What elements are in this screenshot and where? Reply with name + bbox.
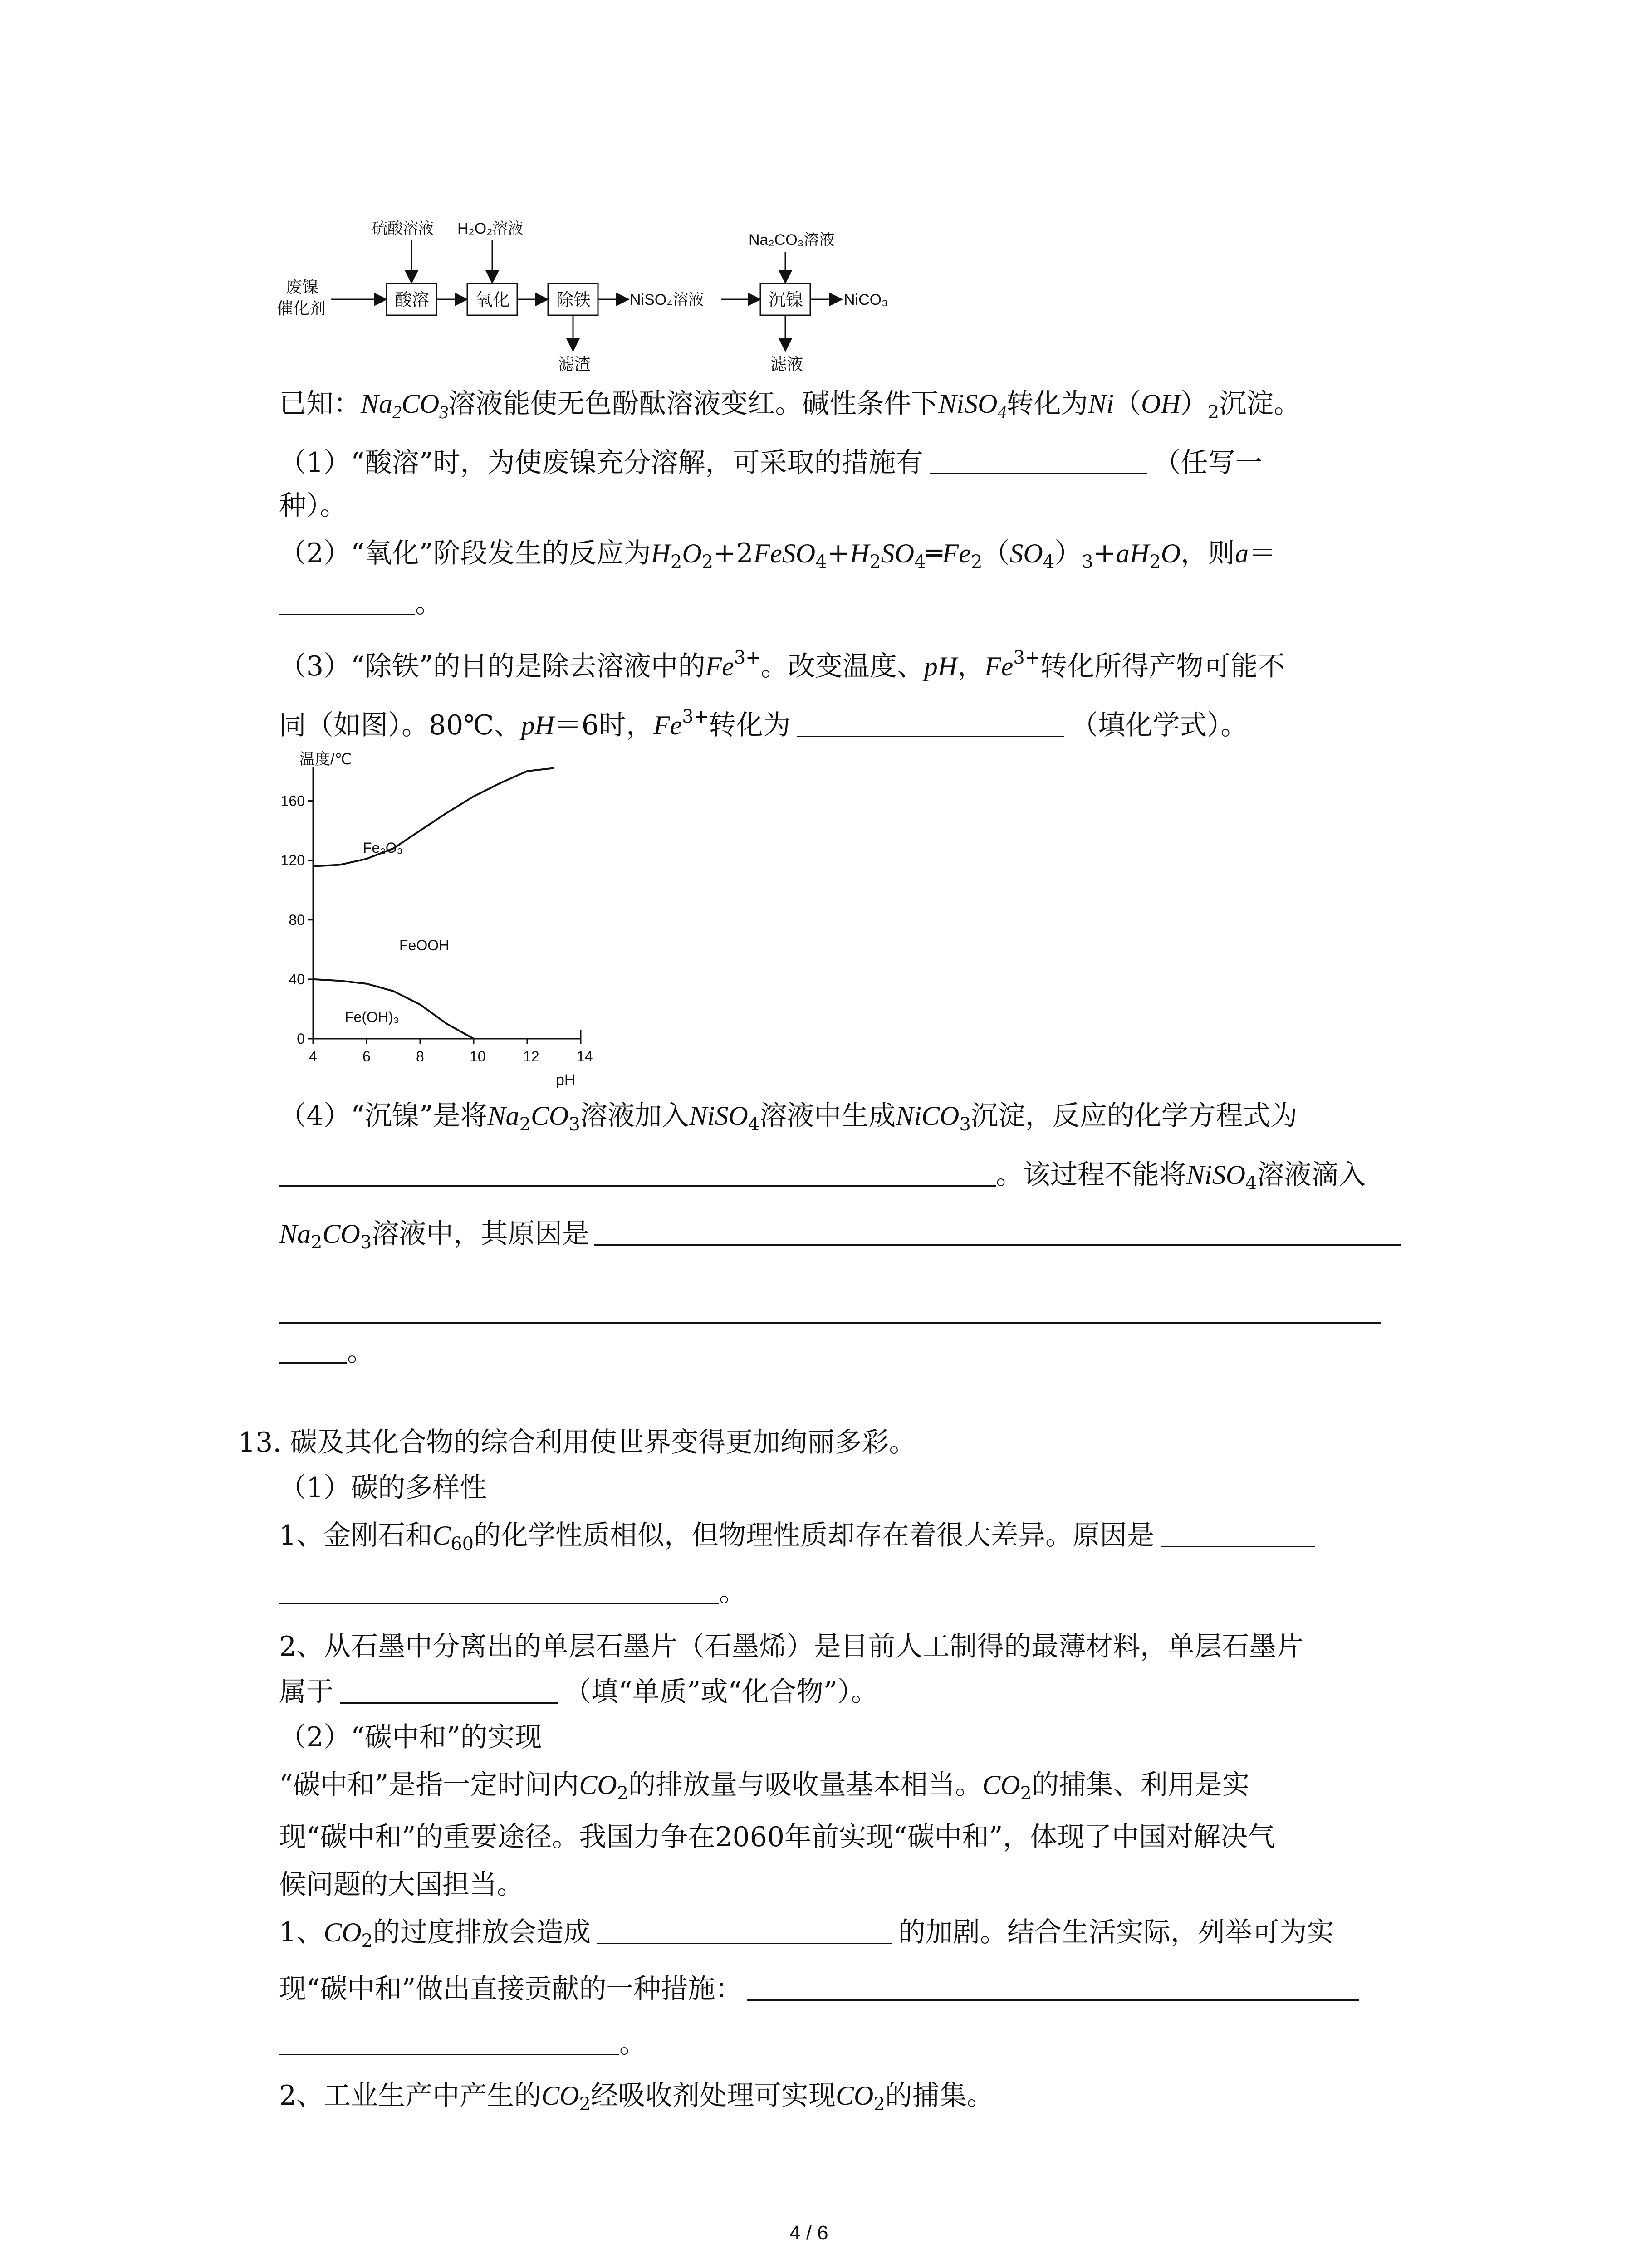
formula-part: 2 [1207,402,1220,423]
eq-part: + [1093,538,1116,569]
eq-part: （ [982,538,1010,569]
question-3-text: 转化所得产物可能不 [1040,650,1285,682]
formula-part: 2 [361,1931,373,1951]
q13-text: 属于 [279,1676,333,1708]
question-13-section-2 [279,1721,542,1753]
flow-box-remove-iron-label: 除铁 [556,291,591,310]
formula-part: Na [487,1101,519,1131]
question-1-line2 [279,490,347,522]
x-tick-label: 4 [309,1048,317,1065]
q13-text: 的加剧。结合生活实际，列举可为实 [898,1916,1334,1948]
y-tick-label: 160 [280,792,305,809]
q13-text: “碳中和”是指一定时间内 [279,1769,579,1801]
formula-part: CO [531,1101,569,1131]
answer-blank-q13-1-2[interactable] [340,1680,558,1704]
eq-part: H [651,538,671,568]
known-text: 溶液能使无色酚酞溶液变红。碱性条件下 [448,388,939,420]
formula-part: 3 [959,1114,971,1135]
question-3-text: ， [957,650,985,682]
formula-part: 2 [579,2094,591,2115]
flow-product: NiCO₃ [844,291,888,308]
question-13-1-1-line2 [279,1576,746,1608]
answer-blank-q4-equation[interactable] [279,1163,996,1187]
q13-text: 的化学性质相似，但物理性质却存在着很大差异。原因是 [474,1520,1155,1551]
y-tick-label: 80 [289,911,305,928]
question-4-text: 沉淀，反应的化学方程式为 [970,1100,1298,1132]
eq-part: 2 [701,552,714,572]
formula-part: NiCO [896,1101,960,1131]
q13-text: （填“单质”或“化合物”）。 [564,1676,878,1708]
x-tick-label: 10 [470,1048,486,1065]
q13-text: 现“碳中和”做出直接贡献的一种措施： [279,1973,743,2005]
question-2 [279,540,1276,571]
question-13-title [238,1429,916,1456]
formula-part: CO [323,1917,362,1947]
question-13-2-1-line2 [279,1975,1359,2003]
question-1-tail: （任写一 [1153,447,1263,479]
question-2-text: ，则 [1181,538,1235,569]
question-13-2-1 [279,1916,1334,1951]
eq-part: 4 [1043,552,1055,572]
y-tick-label: 40 [289,971,305,987]
question-4 [279,1102,1298,1134]
region-label-feooh: FeOOH [399,937,450,953]
section-1-heading: （1）碳的多样性 [279,1472,487,1504]
eq-part: +2 [713,538,754,569]
formula-part: （ [1114,388,1141,420]
eq-part: ） [1054,538,1082,569]
eq-part: 4 [914,552,926,572]
formula-part: CO [836,2081,874,2111]
formula-part: 3 [439,402,449,422]
question-3-text: 。改变温度、 [760,650,924,682]
answer-blank-q4-reason-3[interactable] [279,1339,347,1364]
formula-part: CO [402,389,440,419]
formula-part: 2 [617,1783,629,1804]
phase-boundary-line-1 [313,768,554,866]
eq-part: 2 [970,552,983,572]
eq-part: O [682,538,702,568]
known-text: 转化为 [1006,388,1088,420]
q13-end: 。 [719,1576,746,1608]
section-2-heading: （2）“碳中和”的实现 [279,1721,542,1753]
answer-blank-q4-reason[interactable] [594,1222,1401,1246]
flow-reagent-2: H₂O₂溶液 [457,220,524,237]
flow-start-line2: 催化剂 [277,299,326,318]
ion-charge: 3+ [682,706,709,727]
formula-part: 2 [392,402,402,422]
q13-text: 的过度排放会造成 [373,1916,591,1948]
eq-part: 3 [1082,552,1093,572]
formula-part: 4 [748,1114,760,1135]
question-1 [279,447,1263,479]
formula-part: 4 [1245,1173,1257,1194]
ion-charge: 3+ [1013,647,1040,668]
question-13-2-2 [279,2082,994,2113]
q13-text: 2、工业生产中产生的 [279,2080,542,2112]
answer-blank-q13-2-1b[interactable] [747,1977,1359,2001]
ion-fe: Fe [985,651,1014,681]
question-13-title-text: 13. 碳及其化合物的综合利用使世界变得更加绚丽多彩。 [238,1427,916,1458]
flow-box-oxidize-label: 氧化 [475,291,510,310]
formula-part: Na [361,389,393,419]
y-tick-label: 120 [280,852,305,869]
formula-part: CO [322,1219,360,1249]
formula-part: OH [1141,389,1181,419]
formula-part: ） [1180,388,1208,420]
ion-fe: Fe [705,651,734,681]
x-tick-label: 6 [362,1048,371,1065]
question-4-line2 [279,1161,1366,1193]
known-conditions [279,390,1301,421]
formula-part: 2 [519,1114,531,1135]
question-4-text: 。该过程不能将 [996,1159,1186,1191]
region-label-feoh3: Fe(OH)₃ [345,1009,399,1025]
chart-y-label: 温度/℃ [299,751,352,768]
question-3-text: 转化为 [709,709,791,741]
eq-part: aH [1116,538,1150,568]
eq-part: ═ [926,538,942,569]
q13-text: 经吸收剂处理可实现 [591,2080,836,2112]
formula-part: 4 [997,402,1007,422]
eq-part: SO [881,538,915,568]
eq-part: SO [1009,538,1043,568]
answer-blank-q13-1-1[interactable] [1161,1523,1315,1547]
eq-part: H [849,538,870,568]
question-3 [279,649,1285,680]
answer-blank-q13-2-1c[interactable] [279,2031,619,2055]
variable-a: a [1235,538,1249,568]
answer-blank-q3[interactable] [797,713,1064,737]
x-tick-label: 12 [523,1048,539,1065]
y-tick-label: 0 [297,1031,305,1047]
question-1-text: （1）“酸溶”时，为使废镍充分溶解，可采取的措施有 [279,447,923,479]
q13-text: 1、金刚石和 [279,1520,433,1551]
eq-part: 4 [815,552,827,572]
answer-blank-q2[interactable] [279,591,415,615]
formula-part: 3 [568,1114,580,1135]
formula-part: NiSO [938,389,998,419]
ph-label: pH [521,710,554,740]
eq-part: 2 [670,552,682,572]
question-13-paragraph-1 [279,1771,1249,1803]
question-4-text: （4）“沉镍”是将 [279,1100,488,1132]
question-2-end: 。 [415,587,442,619]
answer-blank-q13-2-1[interactable] [597,1920,892,1944]
formula-part: Ni [1088,389,1114,419]
flow-reagent-1: 硫酸溶液 [372,220,434,237]
answer-blank-q1[interactable] [930,450,1147,474]
x-tick-label: 14 [577,1048,593,1065]
question-4-line3 [279,1220,1401,1251]
question-2-text: （2）“氧化”阶段发生的反应为 [279,538,651,569]
question-4-text: 溶液滴入 [1257,1159,1366,1191]
eq-part: FeSO [753,538,816,568]
question-13-1-2-line2 [279,1678,878,1706]
flow-reagent-3: Na₂CO₃溶液 [749,231,835,249]
question-13-paragraph-2 [279,1823,1275,1851]
x-tick-label: 8 [416,1048,424,1065]
question-13-1-2 [279,1633,1303,1660]
q13-text: 候问题的大国担当。 [279,1869,524,1901]
formula-part: 2 [873,2094,885,2115]
chart-x-label: pH [556,1071,576,1089]
formula-part: 2 [1020,1783,1032,1804]
question-3-text: （3）“除铁”的目的是除去溶液中的 [279,650,705,682]
formula-part: Na [279,1219,311,1249]
flow-waste-2: 滤液 [770,355,803,373]
eq-part: 2 [1149,552,1161,572]
formula-part: NiSO [689,1101,748,1131]
formula-part: C [432,1520,451,1550]
flow-waste-1: 滤渣 [558,355,591,373]
eq-part: O [1161,538,1181,568]
flow-box-precipitate-ni-label: 沉镍 [769,291,803,310]
page-number: 4 / 6 [789,2222,828,2244]
eq-part: 2 [869,552,881,572]
ph-label: pH [924,651,958,681]
formula-part: 2 [311,1232,323,1253]
flow-box-acid-dissolve-label: 酸溶 [395,291,430,310]
formula-part: CO [541,2081,579,2111]
q13-text: 的排放量与吸收量基本相当。 [628,1769,983,1801]
process-flow-diagram [268,213,948,386]
answer-blank-q13-1-1b[interactable] [279,1580,719,1604]
q13-text: 1、 [279,1916,324,1948]
question-3-line2 [279,708,1248,739]
q13-end: 。 [619,2028,647,2059]
question-13-1-1 [279,1522,1315,1553]
formula-part: 3 [360,1232,372,1253]
question-13-2-1-line3 [279,2030,647,2057]
formula-part: NiSO [1186,1160,1246,1190]
question-13-section-1 [279,1472,487,1504]
question-2-line2 [279,587,442,619]
equals-sign: ＝ [1249,538,1276,569]
flow-start-line1: 废镍 [286,278,319,296]
question-3-text: 同（如图）。80℃、 [279,709,521,741]
answer-line-q4-reason-2[interactable] [279,1322,1381,1324]
question-4-text: 溶液加入 [580,1100,689,1132]
q13-text: 现“碳中和”的重要途径。我国力争在2060年前实现“碳中和”，体现了中国对解决气 [279,1821,1275,1853]
formula-part: 60 [451,1534,474,1554]
fe-phase-chart [263,744,635,1089]
known-text: 沉淀。 [1219,388,1301,420]
question-4-text: 溶液中，其原因是 [372,1218,590,1250]
question-13-paragraph-3 [279,1869,524,1901]
question-4-line5 [279,1336,374,1368]
question-3-text: ＝6时， [554,709,653,741]
formula-part: CO [982,1770,1020,1800]
chart-axes-frame [313,767,581,1039]
formula-part: CO [579,1770,617,1800]
question-3-text: （填化学式）。 [1071,709,1248,741]
region-label-fe2o3: Fe₂O₃ [363,840,403,856]
ion-charge: 3+ [734,647,761,668]
question-1-line2-text: 种）。 [279,490,347,522]
q13-text: 的捕集。 [885,2080,994,2112]
ion-fe: Fe [653,710,682,740]
eq-part: Fe [942,538,971,568]
q13-text: 2、从石墨中分离出的单层石墨片（石墨烯）是目前人工制得的最薄材料，单层石墨片 [279,1631,1304,1662]
question-4-text: 溶液中生成 [759,1100,896,1132]
known-prefix: 已知： [279,388,361,420]
question-4-end: 。 [347,1336,374,1368]
eq-part: + [827,538,850,569]
flow-middle: NiSO₄溶液 [630,291,704,308]
q13-text: 的捕集、利用是实 [1031,1769,1249,1801]
